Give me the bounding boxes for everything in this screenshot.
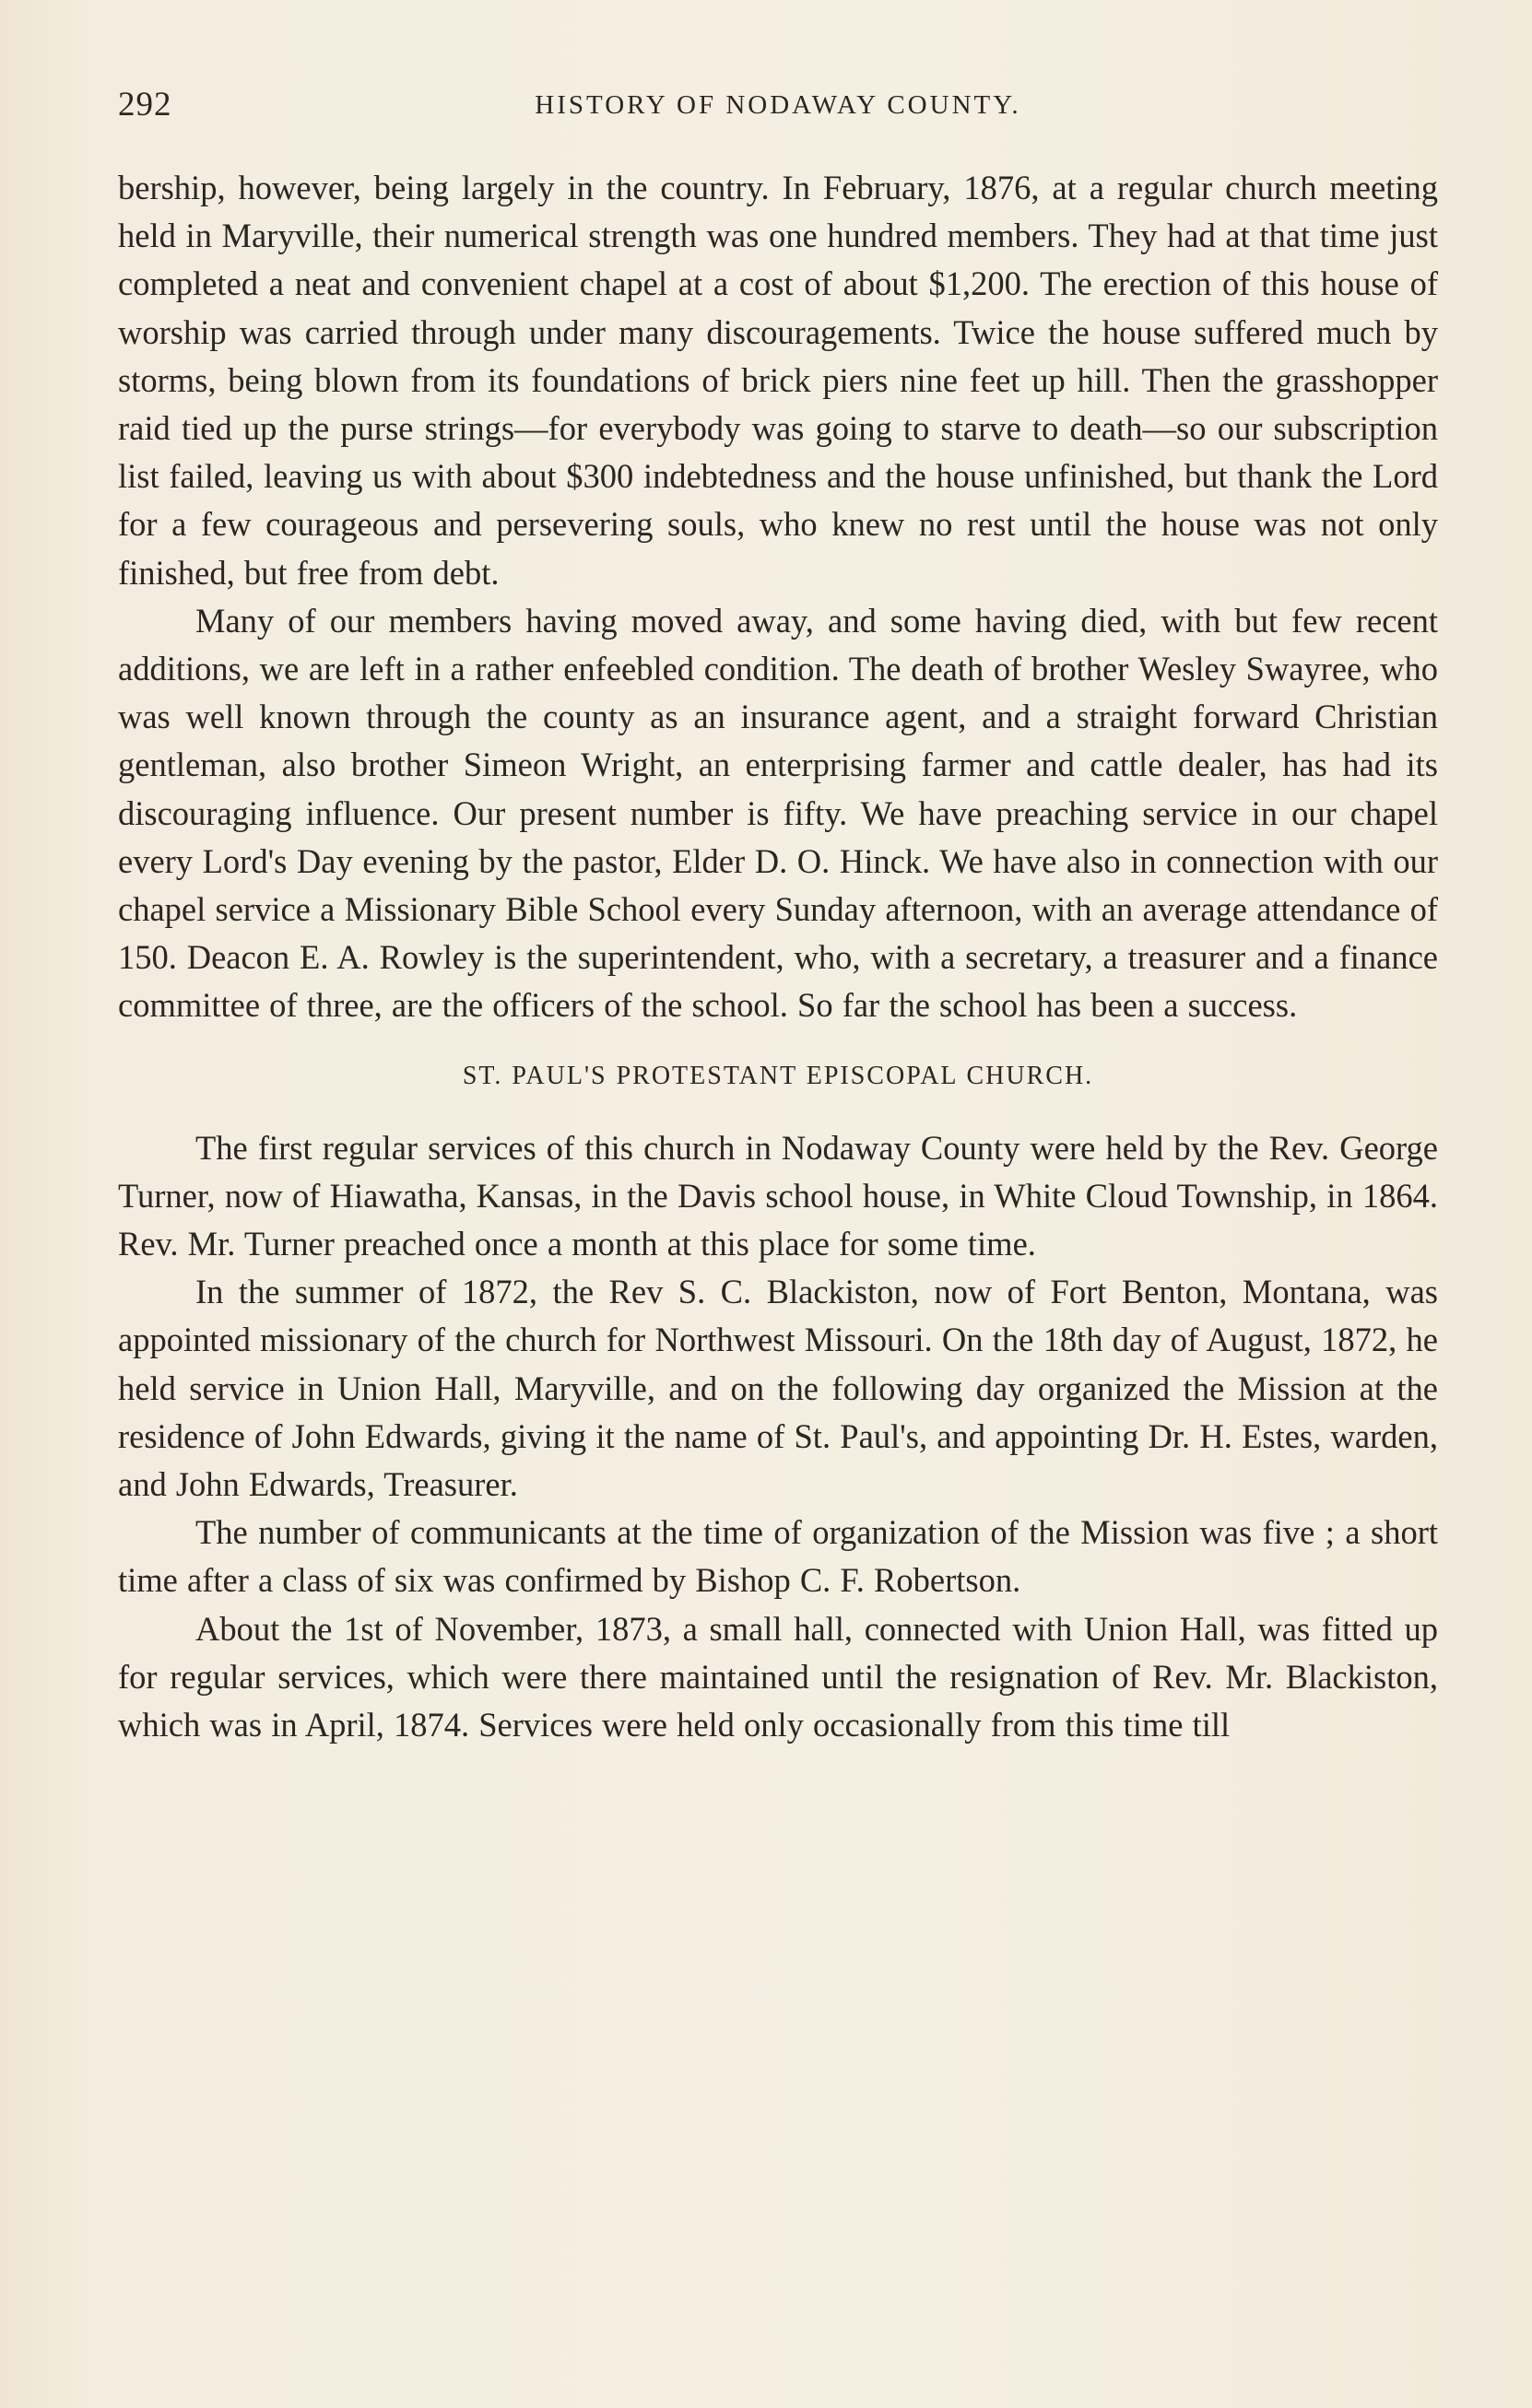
page-number: 292 bbox=[118, 86, 172, 123]
paragraph-continued: bership, however, being largely in the country. In February, 1876, at a regular church meeting held in Maryville, their numerical strength was one hundred members. They had at that time just completed a neat and convenient chapel at a cost of about $1,200. The erection of this house of worship was carried through under many discouragements. Twice the house suffered much by storms, being blown from its foundations of brick piers nine feet up hill. Then the grasshopper raid tied up the purse strings—for everybody was going to starve to death—so our subscription list failed, leaving us with about $300 indebtedness and the house unfinished, but thank the Lord for a few courageous and persevering souls, who knew no rest until the house was not only finished, but free from debt. bbox=[118, 169, 1438, 592]
paragraph: Many of our members having moved away, and some having died, with but few recent additions, we are left in a rather enfeebled condition. The death of brother Wesley Swayree, who was well known through the county as an insurance agent, and a straight forward Christian gentleman, also brother Simeon Wright, an enterprising farmer and cattle dealer, has had its discouraging influence. Our present number is fifty. We have preaching service in our chapel every Lord's Day evening by the pastor, Elder D. O. Hinck. We have also in connection with our chapel service a Missionary Bible School every Sunday afternoon, with an average attendance of 150. Deacon E. A. Rowley is the superintendent, who, with a secretary, a treasurer and a finance committee of three, are the officers of the school. So far the school has been a success. bbox=[118, 601, 1438, 1025]
paragraph: In the summer of 1872, the Rev S. C. Blackiston, now of Fort Benton, Montana, was appointed missionary of the church for Northwest Missouri. On the 18th day of August, 1872, he held service in Union Hall, Maryville, and on the following day organized the Mission at the residence of John Edwards, giving it the name of St. Paul's, and appointing Dr. H. Estes, warden, and John Edwards, Treasurer. bbox=[118, 1273, 1438, 1504]
body-text bbox=[118, 164, 1438, 1749]
page-header bbox=[118, 85, 1438, 131]
paragraph: About the 1st of November, 1873, a small hall, connected with Union Hall, was fitted up for regular services, which were there maintained until the resignation of Rev. Mr. Blackiston, which was in April, 1874. Services were held only occasionally from this time till bbox=[118, 1609, 1438, 1744]
paragraph: The first regular services of this church in Nodaway County were held by the Rev. George Turner, now of Hiawatha, Kansas, in the Davis school house, in White Cloud Township, in 1864. Rev. Mr. Turner preached once a month at this place for some time. bbox=[118, 1128, 1438, 1263]
paragraph: The number of communicants at the time of organization of the Mission was five ; a short time after a class of six was confirmed by Bishop C. F. Robertson. bbox=[118, 1513, 1438, 1600]
section-heading: ST. PAUL'S PROTESTANT EPISCOPAL CHURCH. bbox=[462, 1061, 1094, 1090]
running-title: HISTORY OF NODAWAY COUNTY. bbox=[535, 90, 1021, 120]
